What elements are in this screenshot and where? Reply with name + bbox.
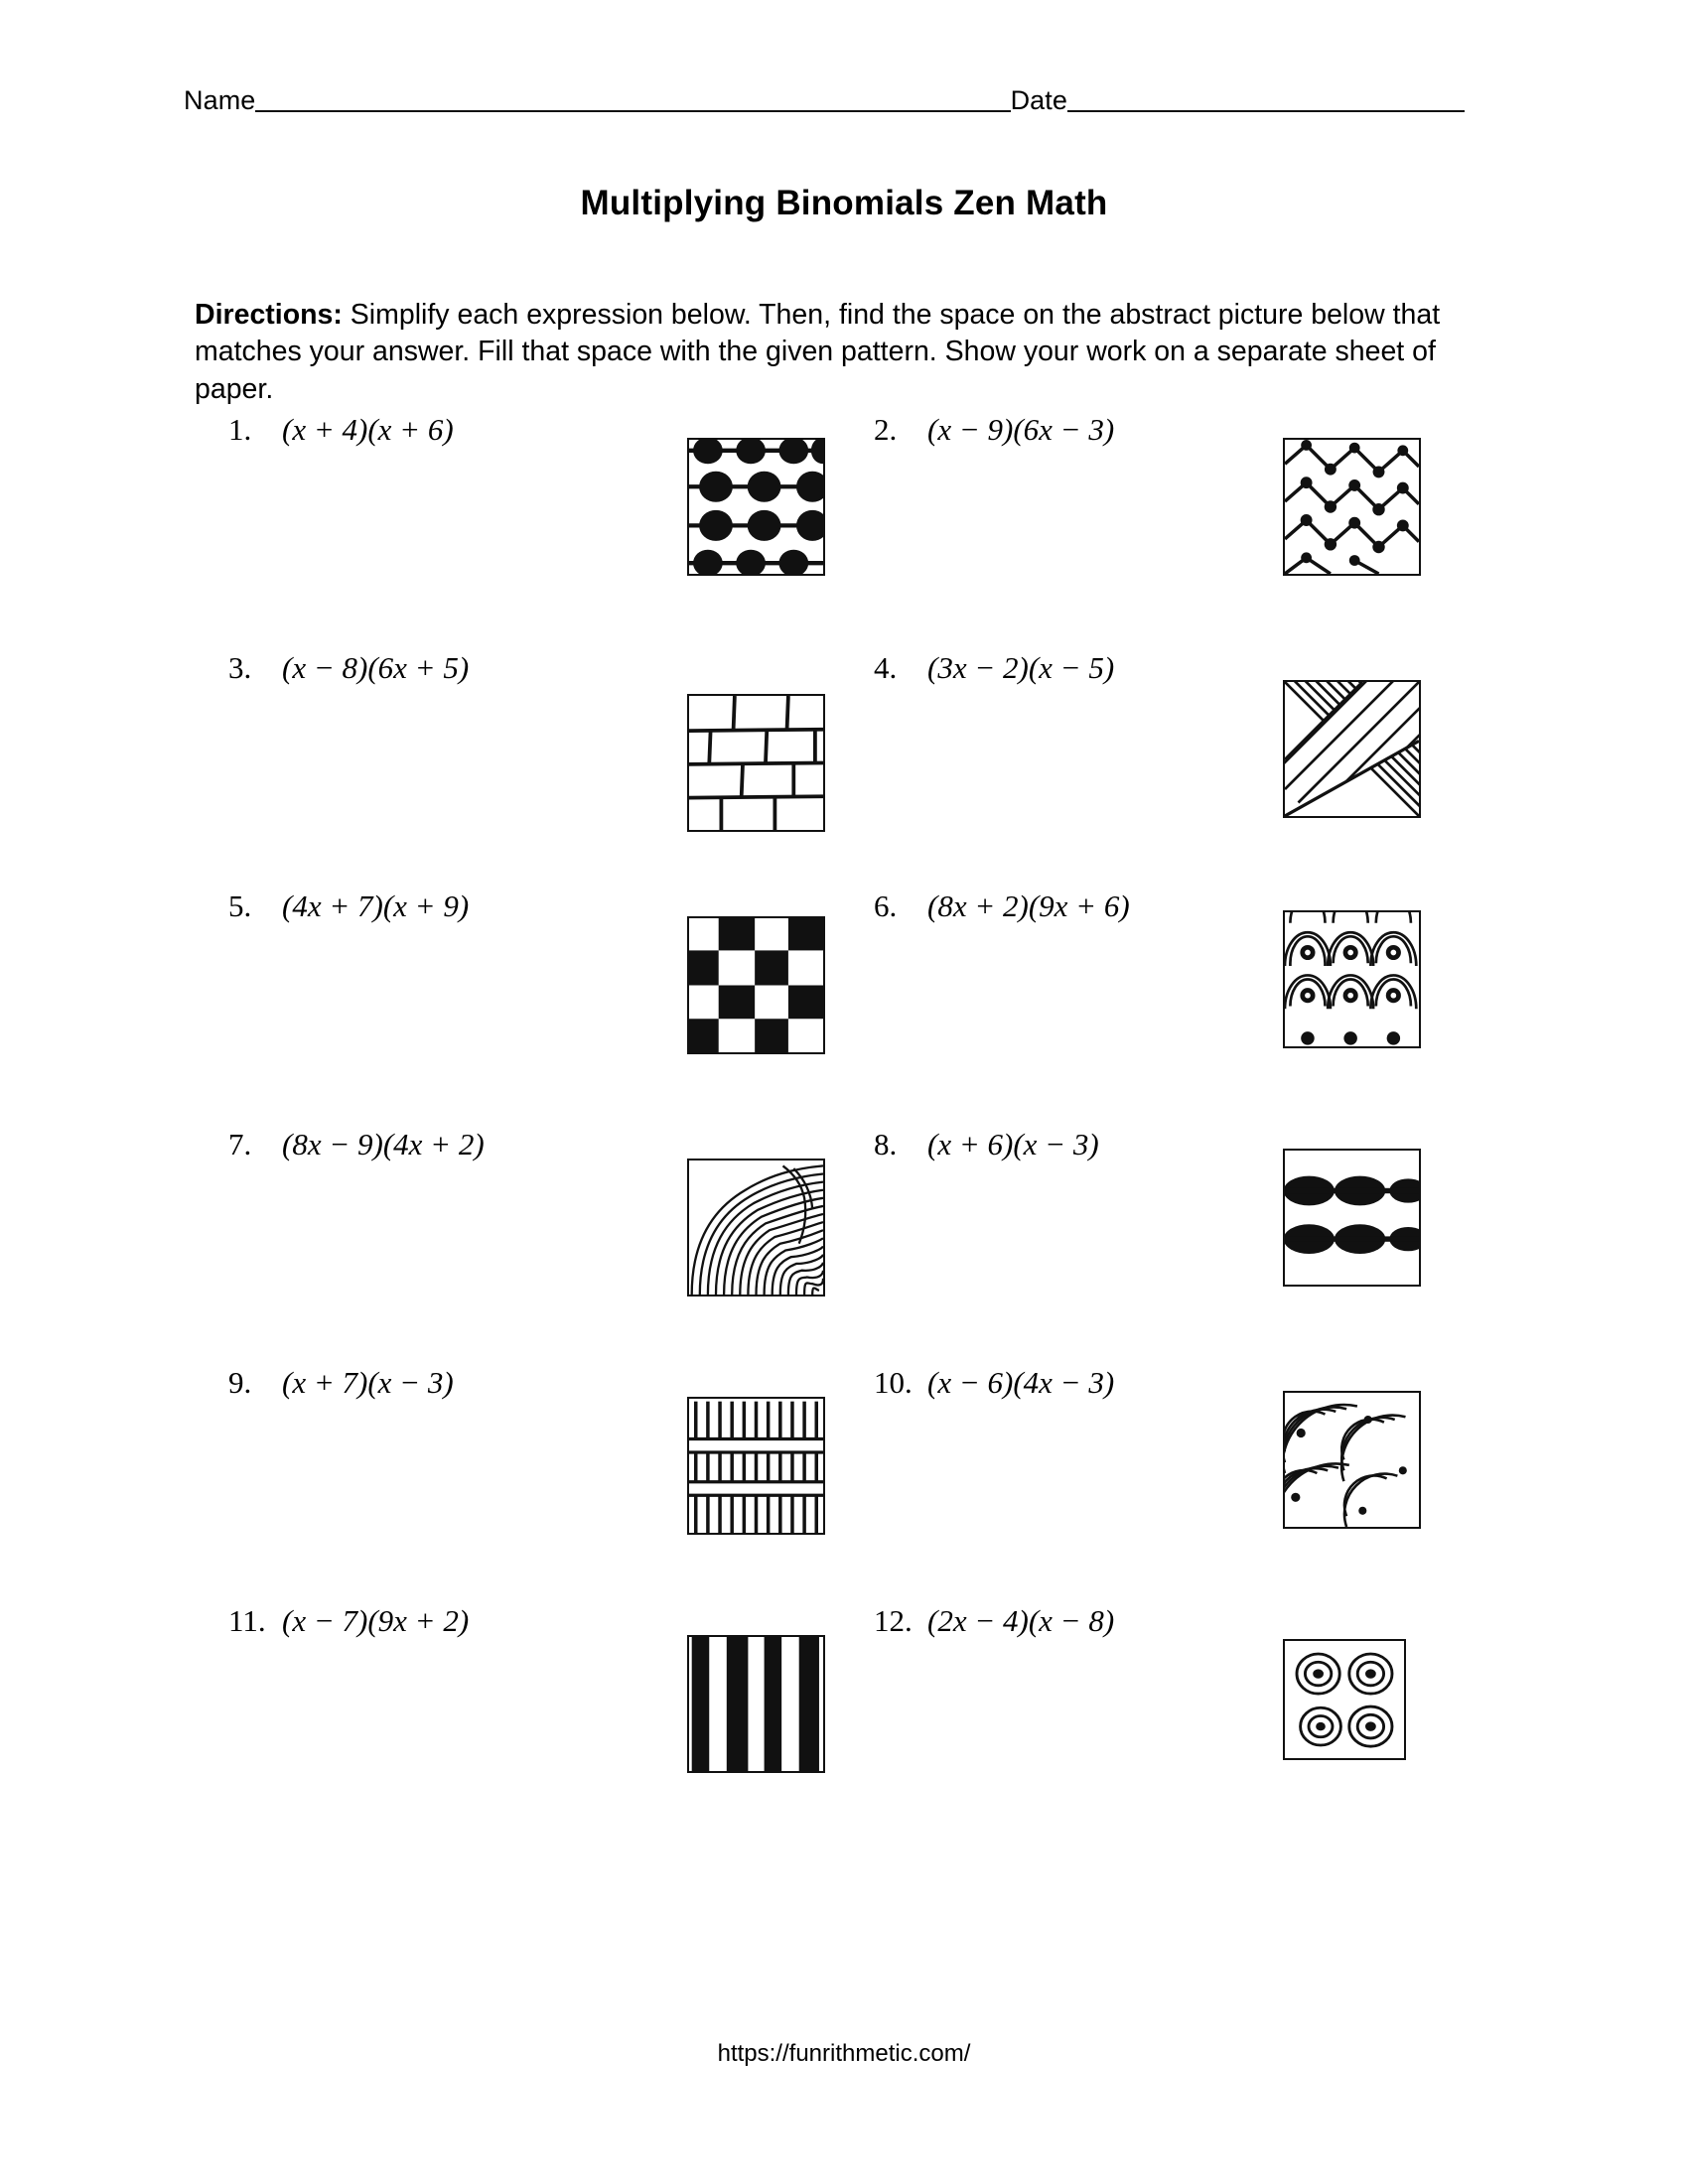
diagonal-hatch-patchwork-icon	[1285, 682, 1419, 816]
problem-number-11: 11.	[228, 1603, 266, 1638]
problem-line-5	[228, 888, 469, 924]
problem-number-4: 4.	[874, 650, 898, 685]
problem-row	[0, 650, 1688, 888]
problem-expression-9: (x + 7)(x − 3)	[282, 1365, 454, 1400]
problem-number-1: 1.	[228, 412, 252, 447]
problem-line-4	[874, 650, 1114, 686]
pattern-tile-12	[1283, 1639, 1406, 1760]
pattern-tile-8	[1283, 1149, 1421, 1287]
problem-expression-10: (x − 6)(4x − 3)	[927, 1365, 1115, 1400]
problem-expression-3: (x − 8)(6x + 5)	[282, 650, 470, 685]
problem-number-10: 10.	[874, 1365, 913, 1400]
problem-line-10	[874, 1365, 1114, 1401]
pattern-tile-4	[1283, 680, 1421, 818]
pattern-tile-2	[1283, 438, 1421, 576]
problem-expression-12: (2x − 4)(x − 8)	[927, 1603, 1115, 1638]
pattern-tile-1	[687, 438, 825, 576]
directions-label: Directions:	[195, 298, 343, 331]
problem-cell-12	[874, 1603, 1509, 1842]
problem-row	[0, 412, 1688, 650]
problem-row	[0, 1365, 1688, 1603]
problem-grid	[0, 412, 1688, 1842]
problem-number-5: 5.	[228, 888, 252, 923]
problem-line-2	[874, 412, 1114, 448]
bold-checkerboard-icon	[689, 918, 823, 1052]
problem-expression-11: (x − 7)(9x + 2)	[282, 1603, 470, 1638]
problem-expression-2: (x − 9)(6x − 3)	[927, 412, 1115, 447]
problem-expression-7: (8x − 9)(4x + 2)	[282, 1127, 485, 1161]
name-date-header	[184, 87, 1465, 115]
problem-number-9: 9.	[228, 1365, 252, 1400]
problem-number-12: 12.	[874, 1603, 913, 1638]
zigzag-chain-vine-icon	[1285, 440, 1419, 574]
pattern-tile-7	[687, 1159, 825, 1297]
name-blank-line[interactable]	[255, 109, 1010, 112]
problem-expression-6: (8x + 2)(9x + 6)	[927, 888, 1130, 923]
problem-line-9	[228, 1365, 454, 1401]
problem-number-3: 3.	[228, 650, 252, 685]
problem-row	[0, 1603, 1688, 1842]
pattern-tile-11	[687, 1635, 825, 1773]
concentric-oval-rings-icon	[1285, 1641, 1404, 1758]
problem-expression-1: (x + 4)(x + 6)	[282, 412, 454, 447]
problem-line-3	[228, 650, 469, 686]
problem-number-2: 2.	[874, 412, 898, 447]
brick-wall-icon	[689, 696, 823, 830]
directions-text: Simplify each expression below. Then, find the space on the abstract picture below that matches your answer. Fill that space with the given pattern. Show your work on a separate sheet of paper.	[195, 298, 1441, 406]
vertical-tally-bands-icon	[689, 1399, 823, 1533]
problem-line-1	[228, 412, 454, 448]
problem-line-6	[874, 888, 1130, 924]
page-title: Multiplying Binomials Zen Math	[580, 184, 1108, 222]
pattern-tile-10	[1283, 1391, 1421, 1529]
problem-number-6: 6.	[874, 888, 898, 923]
pattern-tile-5	[687, 916, 825, 1054]
problem-row	[0, 888, 1688, 1127]
filled-oval-pods-icon	[1285, 1151, 1419, 1285]
problem-number-8: 8.	[874, 1127, 898, 1161]
dotted-beads-on-lines-icon	[689, 440, 823, 574]
concentric-arc-fans-icon	[1285, 1393, 1419, 1527]
problem-row	[0, 1127, 1688, 1365]
problem-expression-5: (4x + 7)(x + 9)	[282, 888, 470, 923]
problem-line-12	[874, 1603, 1114, 1639]
pattern-tile-6	[1283, 910, 1421, 1048]
date-label: Date	[1010, 85, 1067, 115]
date-blank-line[interactable]	[1067, 109, 1465, 112]
problem-expression-4: (3x − 2)(x − 5)	[927, 650, 1115, 685]
wavy-contour-lines-icon	[689, 1160, 823, 1295]
problem-expression-8: (x + 6)(x − 3)	[927, 1127, 1099, 1161]
peacock-feather-arcs-icon	[1285, 912, 1419, 1046]
problem-number-7: 7.	[228, 1127, 252, 1161]
directions-paragraph	[195, 297, 1456, 410]
name-label: Name	[184, 85, 256, 115]
bold-vertical-stripes-icon	[689, 1637, 823, 1771]
pattern-tile-3	[687, 694, 825, 832]
footer-url[interactable]: https://funrithmetic.com/	[717, 2040, 971, 2067]
problem-line-11	[228, 1603, 469, 1639]
pattern-tile-9	[687, 1397, 825, 1535]
problem-line-7	[228, 1127, 485, 1162]
problem-line-8	[874, 1127, 1099, 1162]
